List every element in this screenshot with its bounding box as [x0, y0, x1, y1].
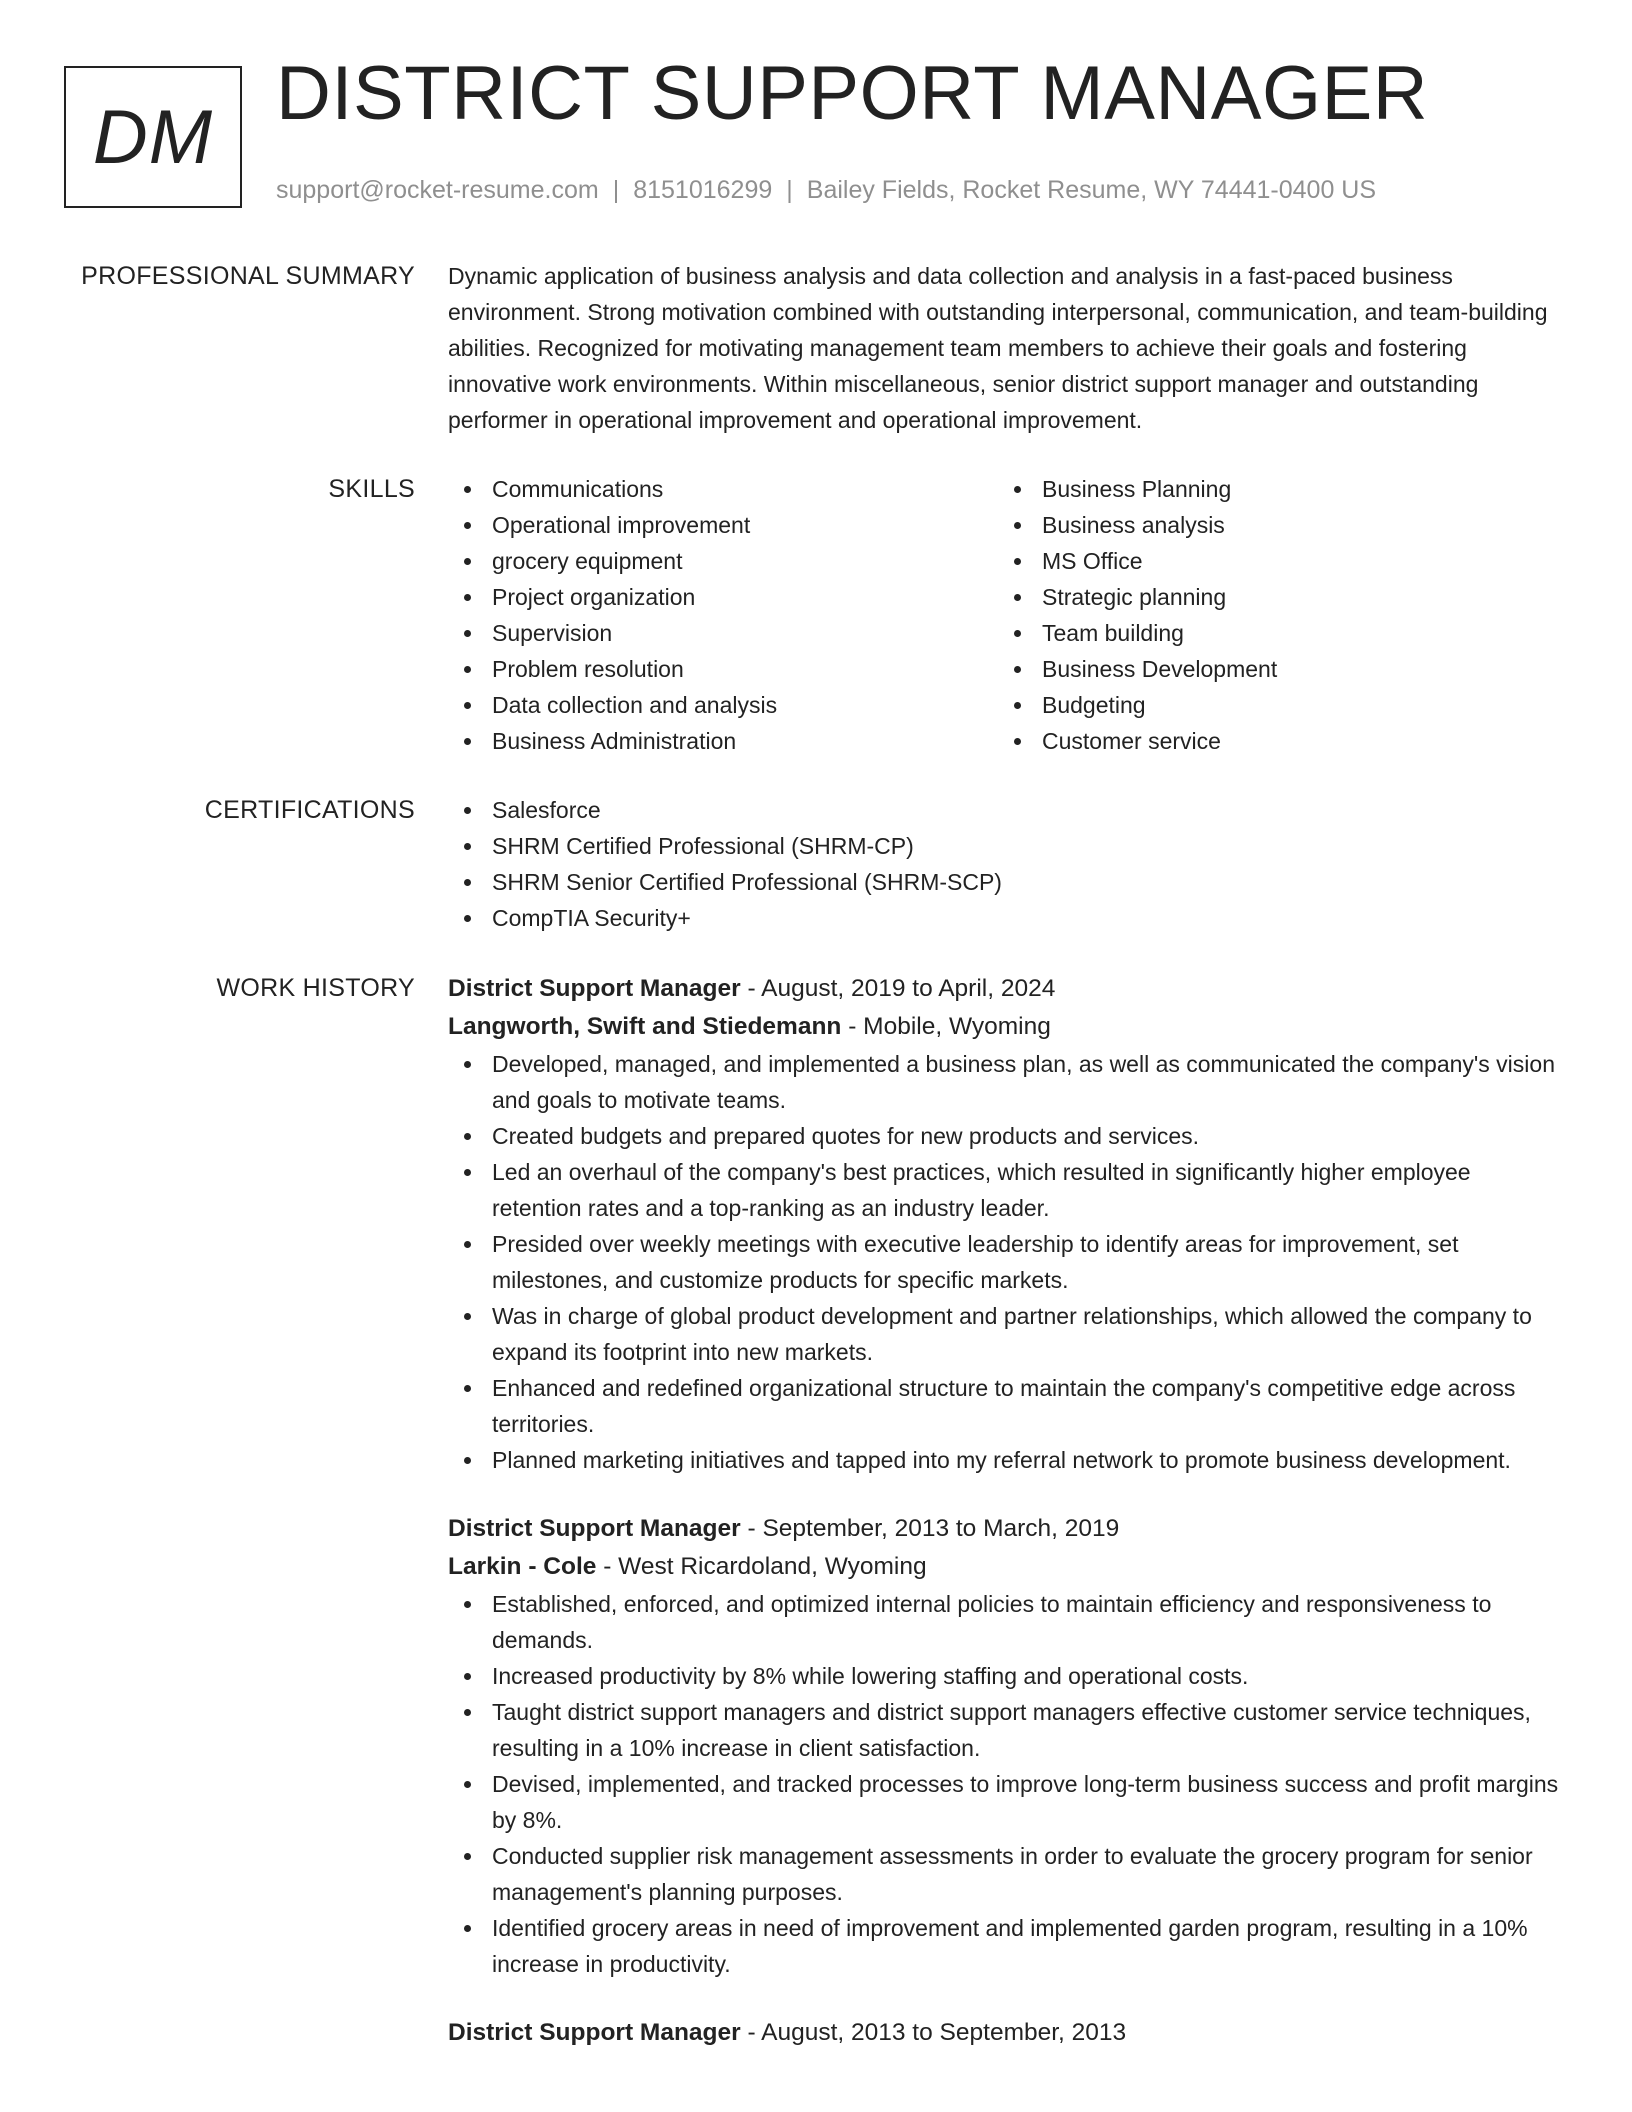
certification-item: CompTIA Security+: [448, 900, 1564, 936]
skill-item: Data collection and analysis: [448, 687, 998, 723]
job-dates: - September, 2013 to March, 2019: [740, 1515, 1120, 1542]
job-bullet: Taught district support managers and district support managers effective customer service techniques, resulting in a 10% increase in client satisfaction.: [448, 1694, 1564, 1766]
job-bullet: Devised, implemented, and tracked processes to improve long-term business success and profit margins by 8%.: [448, 1766, 1564, 1838]
certification-item: SHRM Certified Professional (SHRM-CP): [448, 828, 1564, 864]
job-entry: [448, 2014, 1564, 2052]
job-company-line: [448, 1548, 1564, 1586]
job-company: Larkin - Cole: [448, 1553, 597, 1580]
job-bullets: [448, 1046, 1564, 1478]
job-bullets: [448, 1586, 1564, 1982]
skill-item: Problem resolution: [448, 651, 998, 687]
section-label: SKILLS: [328, 475, 415, 503]
job-company: Langworth, Swift and Stiedemann: [448, 1013, 842, 1040]
certifications-body: [448, 792, 1564, 936]
skill-item: Business Planning: [998, 471, 1548, 507]
section-label: PROFESSIONAL SUMMARY: [81, 262, 415, 290]
skill-item: Business Development: [998, 651, 1548, 687]
skill-item: Business analysis: [998, 507, 1548, 543]
job-title-line: [448, 970, 1564, 1008]
skill-item: Operational improvement: [448, 507, 998, 543]
job-dates: - August, 2019 to April, 2024: [740, 975, 1056, 1002]
certifications-list: [448, 792, 1564, 936]
skill-item: Customer service: [998, 723, 1548, 759]
summary-text: Dynamic application of business analysis and data collection and analysis in a fast-paced business environment. Strong motivation combined with outstanding interpersonal, communication, and team-building abilities. Recognized for motivating management team members to achieve their goals and fostering innovative work environments. Within miscellaneous, senior district support manager and outstanding performer in operational improvement and operational improvement.: [448, 263, 1548, 433]
job-title: District Support Manager: [448, 975, 741, 1002]
summary-body: [448, 258, 1564, 438]
job-dates: - August, 2013 to September, 2013: [740, 2019, 1127, 2046]
contact-address: Bailey Fields, Rocket Resume, WY 74441-0400 US: [806, 176, 1377, 204]
contact-email[interactable]: support@rocket-resume.com: [276, 176, 599, 204]
job-bullet: Enhanced and redefined organizational structure to maintain the company's competitive edge across territories.: [448, 1370, 1564, 1442]
job-title-line: [448, 1510, 1564, 1548]
certification-item: SHRM Senior Certified Professional (SHRM-SCP): [448, 864, 1564, 900]
contact-separator: |: [786, 176, 793, 204]
job-title: District Support Manager: [448, 1515, 741, 1542]
job-bullet: Led an overhaul of the company's best practices, which resulted in significantly higher employee retention rates and a top-ranking as an industry leader.: [448, 1154, 1564, 1226]
section-label: WORK HISTORY: [216, 974, 415, 1002]
skill-item: grocery equipment: [448, 543, 998, 579]
skills-list-right: [998, 471, 1548, 759]
monogram-initials: DM: [92, 94, 214, 180]
skill-item: Business Administration: [448, 723, 998, 759]
contact-phone[interactable]: 8151016299: [633, 176, 773, 204]
job-entry: [448, 1510, 1564, 1982]
job-bullet: Conducted supplier risk management assessments in order to evaluate the grocery program for senior management's planning purposes.: [448, 1838, 1564, 1910]
skill-item: Budgeting: [998, 687, 1548, 723]
job-title-line: [448, 2014, 1564, 2052]
contact-separator: |: [612, 176, 620, 204]
skills-body: [448, 471, 1564, 759]
job-bullet: Increased productivity by 8% while lowering staffing and operational costs.: [448, 1658, 1564, 1694]
work-history-body: [448, 970, 1564, 2084]
skill-item: Communications: [448, 471, 998, 507]
skill-item: Project organization: [448, 579, 998, 615]
job-bullet: Was in charge of global product development and partner relationships, which allowed the company to expand its footprint into new markets.: [448, 1298, 1564, 1370]
job-bullet: Created budgets and prepared quotes for new products and services.: [448, 1118, 1564, 1154]
skills-list-left: [448, 471, 998, 759]
skill-item: Supervision: [448, 615, 998, 651]
job-location: - Mobile, Wyoming: [841, 1013, 1051, 1040]
skill-item: MS Office: [998, 543, 1548, 579]
job-bullet: Developed, managed, and implemented a business plan, as well as communicated the company's vision and goals to motivate teams.: [448, 1046, 1564, 1118]
certification-item: Salesforce: [448, 792, 1564, 828]
resume-title: DISTRICT SUPPORT MANAGER: [276, 51, 1429, 136]
section-label: CERTIFICATIONS: [204, 796, 415, 824]
job-company-line: [448, 1008, 1564, 1046]
job-bullet: Planned marketing initiatives and tapped into my referral network to promote business development.: [448, 1442, 1564, 1478]
job-title: District Support Manager: [448, 2019, 741, 2046]
skill-item: Team building: [998, 615, 1548, 651]
job-entry: [448, 970, 1564, 1478]
job-location: - West Ricardoland, Wyoming: [596, 1553, 927, 1580]
monogram-badge: [64, 66, 242, 208]
job-bullet: Established, enforced, and optimized internal policies to maintain efficiency and responsiveness to demands.: [448, 1586, 1564, 1658]
contact-line: [276, 176, 1376, 205]
job-bullet: Identified grocery areas in need of improvement and implemented garden program, resulting in a 10% increase in productivity.: [448, 1910, 1564, 1982]
skill-item: Strategic planning: [998, 579, 1548, 615]
job-bullet: Presided over weekly meetings with executive leadership to identify areas for improvement, set milestones, and customize products for specific markets.: [448, 1226, 1564, 1298]
